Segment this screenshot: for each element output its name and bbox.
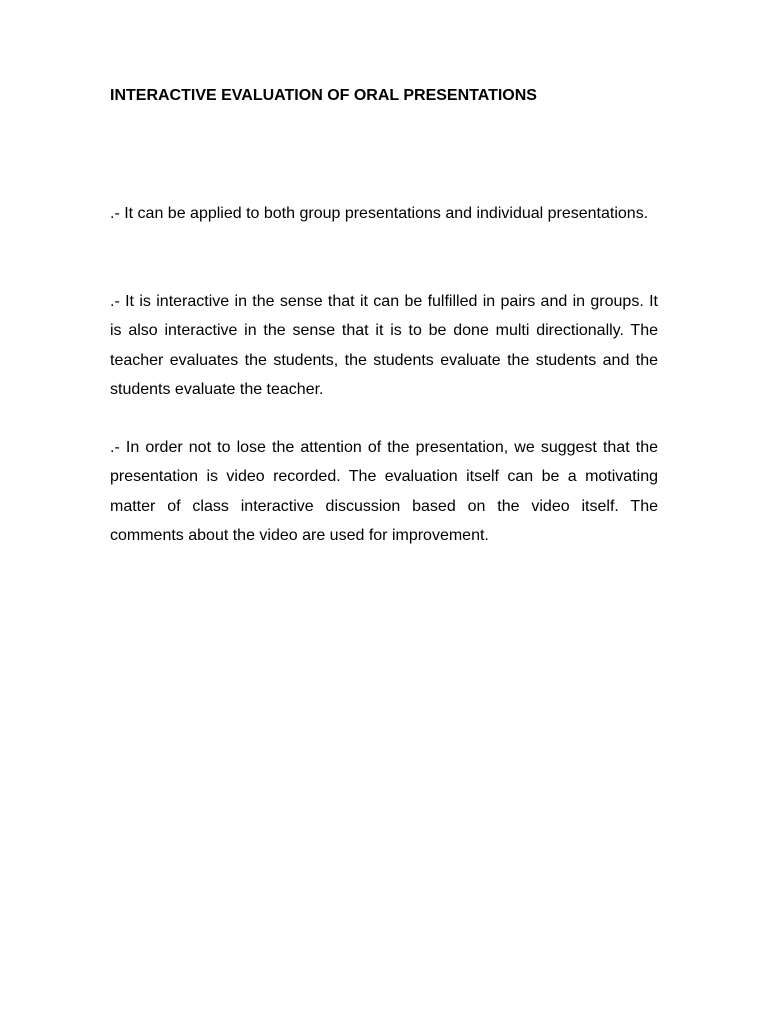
document-title: INTERACTIVE EVALUATION OF ORAL PRESENTATIONS — [110, 87, 537, 104]
paragraph-applicability: .- It can be applied to both group presentations and individual presentations. — [110, 205, 649, 222]
paragraph-video-recording: .- In order not to lose the attention of the presentation, we suggest that the presentation is video recorded. The evaluation itself can be a motivating matter of class interactive discussion based on the video itself. The comments about the video are used for improvement. — [110, 439, 658, 544]
paragraph-interactivity: .- It is interactive in the sense that it can be fulfilled in pairs and in groups. It is also interactive in the sense that it is to be done multi directionally. The teacher evaluates the students, the students evaluate the students and the students evaluate the teacher. — [110, 293, 658, 398]
